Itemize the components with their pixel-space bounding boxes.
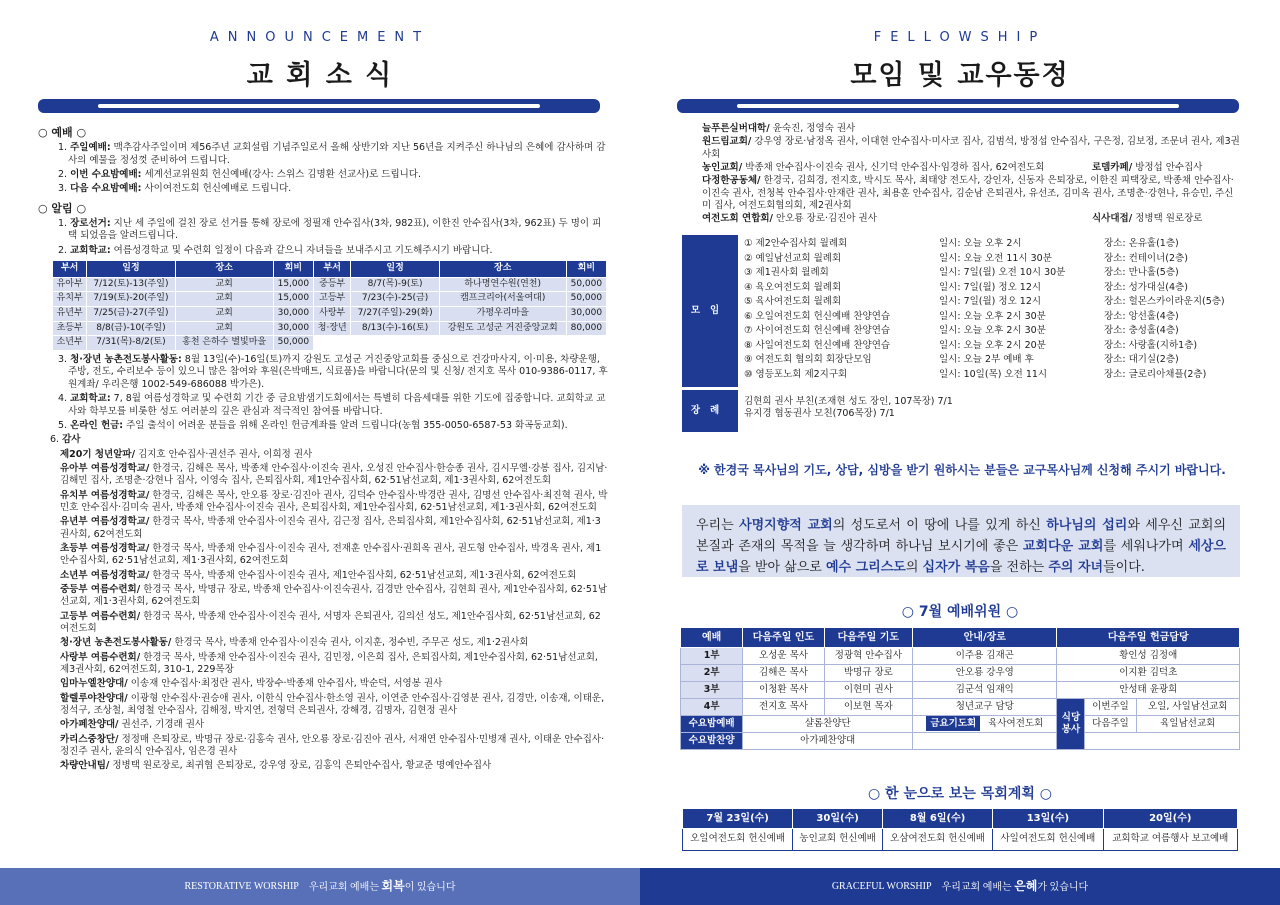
mission-text: 세상으로 보냄	[696, 539, 1226, 575]
plan-header: 7월 23일(수)	[683, 809, 793, 829]
thanks-group: 고등부 여름수련회/	[60, 610, 141, 622]
thanks-group: 청·장년 농촌전도봉사활동/	[60, 637, 172, 649]
schedule-cell: 50,000	[566, 292, 606, 307]
meeting-row	[744, 281, 1239, 296]
fellowship-list	[702, 122, 1242, 226]
meeting-row	[744, 237, 1239, 252]
meal-label: 식당 봉사	[1057, 699, 1085, 750]
schedule-cell: 유아부	[53, 277, 87, 292]
fellowship-item	[702, 213, 1242, 225]
plan-table	[682, 808, 1238, 851]
committee-cell: 정광혁 안수집사	[824, 648, 912, 665]
committee-cell: 1부	[681, 648, 743, 665]
mission-text: 주의 자녀	[1048, 560, 1104, 575]
schedule-row	[53, 277, 607, 292]
meeting-cell: 장소: 컨테이너(2층)	[1104, 252, 1188, 264]
meeting-cell: ⑧ 사일여전도회 헌신예배 찬양연습	[744, 339, 891, 351]
meeting-cell: 장소: 성가대실(4층)	[1104, 281, 1188, 293]
committee-row	[681, 665, 1240, 682]
committee-cell: 이현미 권사	[824, 682, 912, 699]
news-heading: ○ 알림 ○	[38, 201, 87, 215]
item-number: 2.	[58, 168, 68, 180]
meeting-cell: 일시: 오늘 오전 11시 30분	[939, 252, 1052, 264]
item-heading: 다음 수요밤예배:	[70, 183, 142, 195]
title-rule	[38, 99, 600, 113]
worship-item	[50, 169, 608, 181]
mission-text: 들이다.	[1103, 560, 1145, 575]
fellowship-item	[702, 123, 1242, 135]
committee-cell: 황인성 김정애	[1057, 648, 1240, 665]
schedule-cell: 초등부	[53, 321, 87, 336]
item-text: 맥추감사주일이며 제56주년 교회설립 기념주일로서 올해 상반기와 지난 56년을 지켜주신 하나님의 은혜에 감사하며 감사의 예물을 정성껏 준비하여 드립니다.	[68, 142, 606, 166]
thanks-names: 김지호 안수집사·권선주 권사, 이희정 권사	[135, 448, 313, 460]
mission-text: 십자가 복음	[922, 560, 990, 575]
page-title: 모임 및 교우동정	[850, 60, 1070, 91]
schedule-cell: 7/12(토)-13(주일)	[87, 277, 175, 292]
thanks-names: 이송재 안수집사·최정란 권사, 박장수·박종채 안수집사, 박순덕, 서영봉 권사	[127, 678, 443, 690]
meeting-row	[744, 353, 1239, 368]
thanks-group: 카리스중창단/	[60, 733, 119, 745]
committee-cell: 3부	[681, 682, 743, 699]
schedule-header: 일정	[87, 261, 175, 278]
thanks-names: 한경국, 김해은 목사, 안오룡 장로·김진아 권사, 김덕수 안수집사·박경란 권사, 김명선 안수집사·최진혁 권사, 박민호 안수집사·김미숙 권사, 박종채 안수집사·이진숙 권사, 은퇴집사회, 제1안수집사회, 62·51남선교회, 제1·3권사회, 62여전도회	[60, 489, 608, 513]
thanks-names: 권선주, 기경래 권사	[118, 719, 205, 731]
thanks-names: 한경국 목사, 박종채 안수집사·이진숙 권사, 김민정, 이은희 집사, 은퇴집사회, 제1안수집사회, 62·51남선교회, 제3권사회, 62여전도회, 310-1, 229목장	[60, 651, 598, 676]
wed-label: 수요밤예배	[681, 716, 743, 733]
schedule-cell: 교회	[175, 292, 273, 307]
fellowship-names: 박종채 안수집사·이진숙 권사, 신기덕 안수집사·임경하 집사, 62여전도회	[742, 162, 1045, 174]
thanks-item	[60, 719, 608, 731]
thanks-names: 정병택 원로장로, 최귀협 은퇴장로, 강우영 장로, 김홍익 은퇴안수집사, 황교준 명예안수집사	[109, 760, 492, 772]
fellowship-names: 윤숙진, 정영숙 권사	[769, 123, 856, 134]
committee-header: 안내/장로	[913, 628, 1057, 648]
thanks-item	[60, 760, 608, 772]
committee-cell: 김군석 임재익	[913, 682, 1057, 699]
mission-text: 와 세우신 교회의 본질과 존재의 목적을 늘 생각하며 하나님 보시기에 좋은	[696, 518, 1227, 554]
mission-text: 을 받아 삶으로	[738, 560, 826, 575]
thanks-names: 한경국 목사, 박종채 안수집사·이진숙 권사, 이지훈, 정수빈, 주무곤 성도, 제1·2권사회	[171, 637, 529, 649]
footer-english: GRACEFUL WORSHIP	[831, 881, 932, 892]
schedule-cell: 50,000	[566, 277, 606, 292]
meeting-cell: ⑨ 여전도회 협의회 회장단모임	[744, 354, 872, 366]
mission-text: 사명지향적 교회	[739, 518, 833, 533]
schedule-cell: 7/27(주일)-29(화)	[351, 307, 439, 322]
meeting-cell: 일시: 오늘 오후 2시 30분	[939, 310, 1046, 322]
fri-cell	[913, 716, 1057, 733]
plan-cell: 오일여전도회 헌신예배	[683, 829, 793, 851]
schedule-cell: 소년부	[53, 336, 87, 351]
committee-cell: 이주용 김재곤	[913, 648, 1057, 665]
schedule-cell: 15,000	[273, 277, 313, 292]
thanks-item	[60, 611, 608, 636]
fellowship-names: 강우영 장로·남정옥 권사, 이대현 안수집사·미사코 집사, 김범석, 방정섭 안수집사, 구은정, 김보정, 조문녀 권사, 제3권사회	[702, 136, 1240, 160]
thanks-item	[60, 637, 608, 649]
fellowship-left	[702, 162, 1044, 174]
footer-korean: 우리교회 예배는 회복이 있습니다	[308, 878, 456, 893]
schedule-header: 부서	[53, 261, 87, 278]
committee-cell: 청년교구 담당	[913, 699, 1057, 716]
meeting-cell: 장소: 대기실(2층)	[1104, 354, 1179, 366]
thanks-names: 한경국 목사, 박명규 장로, 박종채 안수집사·이진숙권사, 김경만 안수집사, 김현희 권사, 제1안수집사회, 62·51남선교회, 제1·3권사회, 62여전도회	[60, 583, 608, 608]
meeting-cell: 장소: 만나홀(5층)	[1104, 267, 1179, 279]
schedule-cell: 80,000	[566, 321, 606, 336]
schedule-row	[53, 307, 607, 322]
meeting-cell: ⑩ 영등포노회 제2지구회	[744, 368, 848, 380]
schedule-cell: 홍천 은하수 별빛마을	[175, 336, 273, 351]
item-heading: 주일예배:	[70, 142, 111, 154]
news-item: 2. 교회학교: 여름성경학교 및 수련회 일정이 다음과 같으니 자녀들을 보내주시고 기도해주시기 바랍니다.	[58, 244, 493, 256]
schedule-cell: 교회	[175, 277, 273, 292]
schedule-cell	[314, 336, 607, 351]
thanks-group: 제20기 청년알파/	[60, 448, 136, 460]
meal-cell: 오일, 사일남선교회	[1136, 699, 1239, 716]
fellowship-names: 정병택 원로장로	[1132, 213, 1203, 225]
meeting-cell: ③ 제1권사회 월례회	[744, 267, 829, 279]
wedsing-label: 수요밤찬양	[681, 733, 743, 750]
schedule-cell: 교회	[175, 307, 273, 322]
funeral-item: 유지경 협동권사 모친(706목장) 7/1	[744, 408, 895, 420]
meal-cell: 육일남선교회	[1136, 716, 1239, 733]
plan-cell: 농인교회 헌신예배	[793, 829, 883, 851]
thanks-item	[60, 734, 608, 759]
thanks-list	[60, 449, 608, 773]
schedule-cell: 7/31(목)-8/2(토)	[87, 336, 175, 351]
schedule-cell: 7/25(금)-27(주일)	[87, 307, 175, 322]
news-item: 3. 청·장년 농촌전도봉사활동: 8월 13일(수)-16일(토)까지 강원도 고성군 거진중앙교회를 중심으로 건강마사지, 이·미용, 차량운행, 주방, 전도, 수리보수 등이 있으니 많은 참여와 후원(은박매트, 식료품)을 바랍니다(문의 및 신청/ 전지호 목사 010-9386-0117, 후원계좌/ 우리은행 1002-549-686088 박가은).	[58, 354, 608, 390]
fellowship-names: 한경국, 김희경, 전지호, 박시도 목사, 최태양 전도사, 강인자, 신동자 은퇴장로, 이한진 피택장로, 박종채 안수집사·이진숙 권사, 전청복 안수집사·안재란 권사, 최용훈 안수집사, 김순남 은퇴권사, 유선조, 김미옥 권사, 조명춘·강현나, 유승민, 주신미 집사, 여전도회협의회, 제2권사회	[702, 175, 1234, 212]
committee-header: 다음주일 헌금담당	[1057, 628, 1240, 648]
schedule-table	[52, 260, 607, 351]
committee-cell: 박명규 장로	[824, 665, 912, 682]
announcement-page	[0, 0, 640, 868]
thanks-item	[60, 516, 608, 541]
schedule-cell: 8/13(수)-16(토)	[351, 321, 439, 336]
fellowship-item	[702, 175, 1242, 212]
meetings-list	[744, 237, 1239, 382]
footer-right	[640, 868, 1280, 905]
meeting-row	[744, 266, 1239, 281]
worship-committee-title: ○ 7월 예배위원 ○	[901, 604, 1019, 620]
schedule-row	[53, 292, 607, 307]
schedule-header: 회비	[566, 261, 606, 278]
committee-cell: 이청환 목사	[743, 682, 824, 699]
plan-header: 20일(수)	[1103, 809, 1237, 829]
footer-english: RESTORATIVE WORSHIP	[184, 881, 299, 892]
plan-title: ○ 한 눈으로 보는 목회계획 ○	[867, 786, 1053, 802]
schedule-cell: 캠프크리아(서울여대)	[439, 292, 566, 307]
meeting-cell: 장소: 사랑홀(지하1층)	[1104, 339, 1198, 351]
committee-cell: 김해은 목사	[743, 665, 824, 682]
fellowship-page	[640, 0, 1280, 868]
plan-header: 30일(수)	[793, 809, 883, 829]
page-overline: ANNOUNCEMENT	[209, 30, 431, 45]
fellowship-names: 방정섭 안수집사	[1132, 162, 1203, 174]
meeting-cell: ⑤ 육사여전도회 월례회	[744, 296, 842, 308]
thanks-group: 사랑부 여름수련회/	[60, 651, 141, 663]
announcement-body	[38, 122, 608, 773]
schedule-cell: 50,000	[273, 336, 313, 351]
committee-row	[681, 648, 1240, 665]
meeting-cell: 일시: 오늘 오후 2시 30분	[939, 325, 1046, 337]
schedule-header: 회비	[273, 261, 313, 278]
worship-heading: ○ 예배 ○	[38, 126, 87, 139]
meeting-cell: 일시: 오늘 2부 예배 후	[939, 354, 1034, 366]
committee-row	[681, 682, 1240, 699]
thanks-names: 한경국 목사, 박종채 안수집사·이진숙 권사, 김근정 집사, 은퇴집사회, 제1안수집사회, 62·51남선교회, 제1·3권사회, 62여전도회	[60, 516, 601, 540]
committee-row	[681, 733, 1240, 750]
committee-row	[681, 716, 1240, 733]
thanks-group: 임마누엘찬양대/	[60, 678, 128, 690]
schedule-header: 부서	[314, 261, 351, 278]
committee-header: 다음주일 인도	[743, 628, 824, 648]
meeting-cell: ④ 육오여전도회 월례회	[744, 281, 842, 293]
meeting-cell: ① 제2안수집사회 월례회	[744, 238, 848, 250]
committee-cell: 오성운 목사	[743, 648, 824, 665]
thanks-item	[60, 678, 608, 690]
meeting-cell: 장소: 앙선홀(4층)	[1104, 310, 1179, 322]
schedule-cell: 7/23(수)-25(금)	[351, 292, 439, 307]
mission-text: 우리는	[696, 518, 740, 533]
fri-value: 육사여전도회	[988, 717, 1044, 729]
committee-cell: 안오룡 강우영	[913, 665, 1057, 682]
worship-list	[38, 142, 608, 195]
thanks-group: 중등부 여름수련회/	[60, 583, 141, 595]
committee-header: 예배	[681, 628, 743, 648]
meeting-cell: 장소: 글로리아채플(2층)	[1104, 368, 1207, 380]
fellowship-group: 농인교회/	[702, 162, 743, 174]
meeting-row	[744, 368, 1239, 383]
thanks-names: 한경국 목사, 박종채 안수집사·이진숙 권사, 서명자 은퇴권사, 김의선 성도, 제1안수집사회, 62·51남선교회, 62여전도회	[60, 610, 601, 634]
meeting-cell: 장소: 충성홀(4층)	[1104, 325, 1179, 337]
committee-cell	[913, 733, 1057, 750]
funeral-list	[744, 396, 1239, 421]
schedule-cell: 8/8(금)-10(주일)	[87, 321, 175, 336]
schedule-cell: 청·장년	[314, 321, 351, 336]
schedule-cell: 8/7(목)-9(토)	[351, 277, 439, 292]
committee-cell: 4부	[681, 699, 743, 716]
meeting-row	[744, 295, 1239, 310]
schedule-cell: 하나명연수원(연천)	[439, 277, 566, 292]
meeting-cell: 일시: 오늘 오후 2시	[939, 238, 1022, 250]
item-text: 세계선교위원회 헌신예배(강사: 스위스 김명환 선교사)로 드립니다.	[141, 168, 422, 180]
meeting-row	[744, 252, 1239, 267]
thanks-group: 차량안내팀/	[60, 760, 110, 772]
fellowship-group: 로뎀카페/	[1092, 162, 1133, 174]
meeting-cell: 일시: 7일(월) 오전 10시 30분	[939, 267, 1066, 279]
item-text: 사이여전도회 헌신예배로 드립니다.	[141, 183, 292, 195]
schedule-cell: 30,000	[566, 307, 606, 322]
thanks-item	[60, 449, 608, 461]
footer-korean: 우리교회 예배는 은혜가 있습니다	[941, 878, 1089, 893]
schedule-cell: 강원도 고성군 거진중앙교회	[439, 321, 566, 336]
thanks-group: 유치부 여름성경학교/	[60, 489, 150, 501]
schedule-header: 장소	[439, 261, 566, 278]
fri-label: 금요기도회	[926, 716, 980, 731]
fellowship-group: 여전도회 연합회/	[702, 213, 774, 225]
news-item: 1. 장로선거: 지난 세 주일에 걸친 장로 선거를 통해 장로에 정필재 안수집사(3차, 982표), 이한진 안수집사(3차, 962표) 두 명이 피택 되었음을 알려드립니다.	[58, 217, 602, 242]
mission-text: 을 전하는	[989, 560, 1049, 575]
thanks-item	[60, 570, 608, 582]
schedule-cell: 15,000	[273, 292, 313, 307]
thanks-group: 유아부 여름성경학교/	[60, 462, 150, 474]
fellowship-right	[1092, 213, 1242, 225]
funeral-label: 장례	[682, 390, 738, 432]
meeting-cell: 일시: 7일(월) 정오 12시	[939, 281, 1042, 293]
thanks-item	[60, 543, 608, 568]
meeting-cell: 장소: 온유홀(1층)	[1104, 238, 1179, 250]
news-item: 6. 감사	[50, 434, 81, 446]
schedule-cell: 30,000	[273, 321, 313, 336]
funeral-item: 김현희 권사 부친(조재현 성도 장인, 107목장) 7/1	[744, 396, 953, 407]
fellowship-item	[702, 136, 1242, 161]
item-number: 1.	[58, 142, 68, 154]
committee-cell: 2부	[681, 665, 743, 682]
wed-value: 샬롬찬양단	[743, 716, 913, 733]
meal-cell: 이번주일	[1085, 699, 1136, 716]
news-item: 4. 교회학교: 7, 8월 여름성경학교 및 수련회 기간 중 금요밤샘기도회에서는 특별히 다음세대를 위한 기도에 집중합니다. 교회학교 교사와 학부모를 비롯한 성도 여러분의 깊은 관심과 적극적인 참여를 바랍니다.	[58, 393, 606, 417]
thanks-group: 할렐루야찬양대/	[60, 692, 128, 704]
mission-text: 예수 그리스도	[825, 560, 906, 575]
mission-text: 를 세워나가며	[1103, 539, 1189, 554]
fellowship-left	[702, 213, 877, 225]
page-overline: FELLOWSHIP	[873, 30, 1047, 45]
schedule-row	[53, 336, 607, 351]
schedule-cell: 가평우리마을	[439, 307, 566, 322]
meeting-cell: ⑥ 오일여전도회 헌신예배 찬양연습	[744, 310, 891, 322]
page-title: 교 회 소 식	[246, 60, 394, 91]
schedule-cell: 고등부	[314, 292, 351, 307]
plan-header: 8월 6일(수)	[882, 809, 992, 829]
meeting-cell: 장소: 헐몬스카이라운지(5층)	[1104, 296, 1225, 308]
mission-statement	[682, 505, 1240, 577]
thanks-item	[60, 490, 608, 515]
meeting-cell: 일시: 7일(월) 정오 12시	[939, 296, 1042, 308]
thanks-item	[60, 693, 608, 718]
meeting-row	[744, 339, 1239, 354]
thanks-group: 소년부 여름성경학교/	[60, 569, 150, 581]
news-item: 5. 온라인 헌금: 주일 출석이 어려운 분들을 위해 온라인 헌금계좌를 알려 드립니다(농협 355-0050-6587-53 화곡동교회).	[58, 419, 568, 431]
meeting-row	[744, 324, 1239, 339]
thanks-names: 한경국 목사, 박종채 안수집사·이진숙 권사, 제1안수집사회, 62·51남선교회, 제1·3권사회, 62여전도회	[149, 569, 577, 581]
committee-cell: 전지호 목사	[743, 699, 824, 716]
committee-cell: 이지환 김덕초	[1057, 665, 1240, 682]
mission-text: 교회다운 교회	[1022, 539, 1104, 554]
item-number: 3.	[58, 183, 68, 195]
mission-text: 의	[905, 560, 923, 575]
schedule-cell: 사랑부	[314, 307, 351, 322]
worship-item	[50, 142, 608, 167]
thanks-item	[60, 652, 608, 677]
worship-item	[50, 183, 608, 195]
fellowship-group: 늘푸른실버대학/	[702, 123, 770, 134]
meetings-label: 모임	[682, 235, 738, 387]
committee-cell: 안성태 윤광희	[1057, 682, 1240, 699]
thanks-names: 한경국 목사, 박종채 안수집사·이진숙 권사, 전재훈 안수집사·권희옥 권사, 권도형 안수집사, 박경옥 권사, 제1안수집사회, 62·51남선교회, 제1·3권사회, 62여전도회	[60, 542, 602, 567]
fellowship-right	[1092, 162, 1242, 174]
mission-text: 의 성도로서 이 땅에 나를 있게 하신	[832, 518, 1047, 533]
plan-cell: 교회학교 여름행사 보고예배	[1103, 829, 1237, 851]
meal-cell	[1085, 733, 1240, 750]
thanks-group: 초등부 여름성경학교/	[60, 542, 150, 554]
mission-text: 하나님의 섭리	[1046, 518, 1128, 533]
worship-committee-table	[680, 627, 1240, 750]
title-rule	[677, 99, 1239, 113]
meeting-cell: ② 예일남선교회 월례회	[744, 252, 842, 264]
schedule-cell: 유치부	[53, 292, 87, 307]
thanks-item	[60, 463, 608, 488]
pastor-notice: ※ 한경국 목사님의 기도, 상담, 심방을 받기 원하시는 분들은 교구목사님께 신청해 주시기 바랍니다.	[698, 463, 1226, 477]
schedule-cell: 7/19(토)-20(주일)	[87, 292, 175, 307]
schedule-cell: 중등부	[314, 277, 351, 292]
fellowship-group: 원드림교회/	[702, 136, 752, 148]
wedsing-value: 아가페찬양대	[743, 733, 913, 750]
schedule-header: 일정	[351, 261, 439, 278]
meeting-cell: 일시: 오늘 오후 2시 20분	[939, 339, 1046, 351]
meetings-block	[682, 235, 1242, 387]
schedule-cell: 유년부	[53, 307, 87, 322]
committee-row	[681, 699, 1240, 716]
meal-cell: 다음주일	[1085, 716, 1136, 733]
schedule-cell: 30,000	[273, 307, 313, 322]
schedule-row	[53, 321, 607, 336]
schedule-header: 장소	[175, 261, 273, 278]
fellowship-group: 다정한공동체/	[702, 175, 761, 187]
thanks-group: 유년부 여름성경학교/	[60, 516, 150, 528]
thanks-names: 이광형 안수집사·권승애 권사, 이한식 안수집사·한소영 권사, 이연준 안수집사·김영분 권사, 김경만, 이송재, 이태운, 정석구, 조상철, 최영철 안수집사, 김해정, 박지연, 전형덕 은퇴권사, 강해경, 김명자, 김현정 권사	[60, 692, 605, 717]
plan-header: 13일(수)	[993, 809, 1103, 829]
meeting-row	[744, 310, 1239, 325]
thanks-names: 한경국, 김해은 목사, 박종채 안수집사·이진숙 권사, 오성진 안수집사·한승종 권사, 김시무엘·강봉 집사, 김지남·김해민 집사, 조명춘·강현나 집사, 이영숙 집사, 은퇴집사회, 제1안수집사회, 62·51남선교회, 제1·3권사회, 62여전도회	[60, 462, 608, 487]
fellowship-group: 식사대접/	[1092, 213, 1133, 225]
schedule-cell: 교회	[175, 321, 273, 336]
thanks-names: 정정매 은퇴장로, 박명규 장로·김홍숙 권사, 안오룡 장로·김진아 권사, 서재연 안수집사·민병재 권사, 이태운 안수집사·정진주 권사, 윤의식 안수집사, 임은경 권사	[60, 733, 605, 758]
meeting-cell: ⑦ 사이여전도회 헌신예배 찬양연습	[744, 325, 891, 337]
plan-cell: 오삼여전도회 헌신예배	[882, 829, 992, 851]
thanks-group: 아가페찬양대/	[60, 719, 119, 731]
footer-left	[0, 868, 640, 905]
plan-cell: 사일여전도회 헌신예배	[993, 829, 1103, 851]
committee-cell: 이보현 목자	[824, 699, 912, 716]
fellowship-item	[702, 162, 1242, 174]
item-heading: 이번 수요밤예배:	[70, 168, 142, 180]
meeting-cell: 일시: 10일(목) 오전 11시	[939, 368, 1048, 380]
funeral-block	[682, 390, 1242, 432]
fellowship-names: 안오룡 장로·김진아 권사	[773, 213, 877, 225]
committee-header: 다음주일 기도	[824, 628, 912, 648]
thanks-item	[60, 584, 608, 609]
